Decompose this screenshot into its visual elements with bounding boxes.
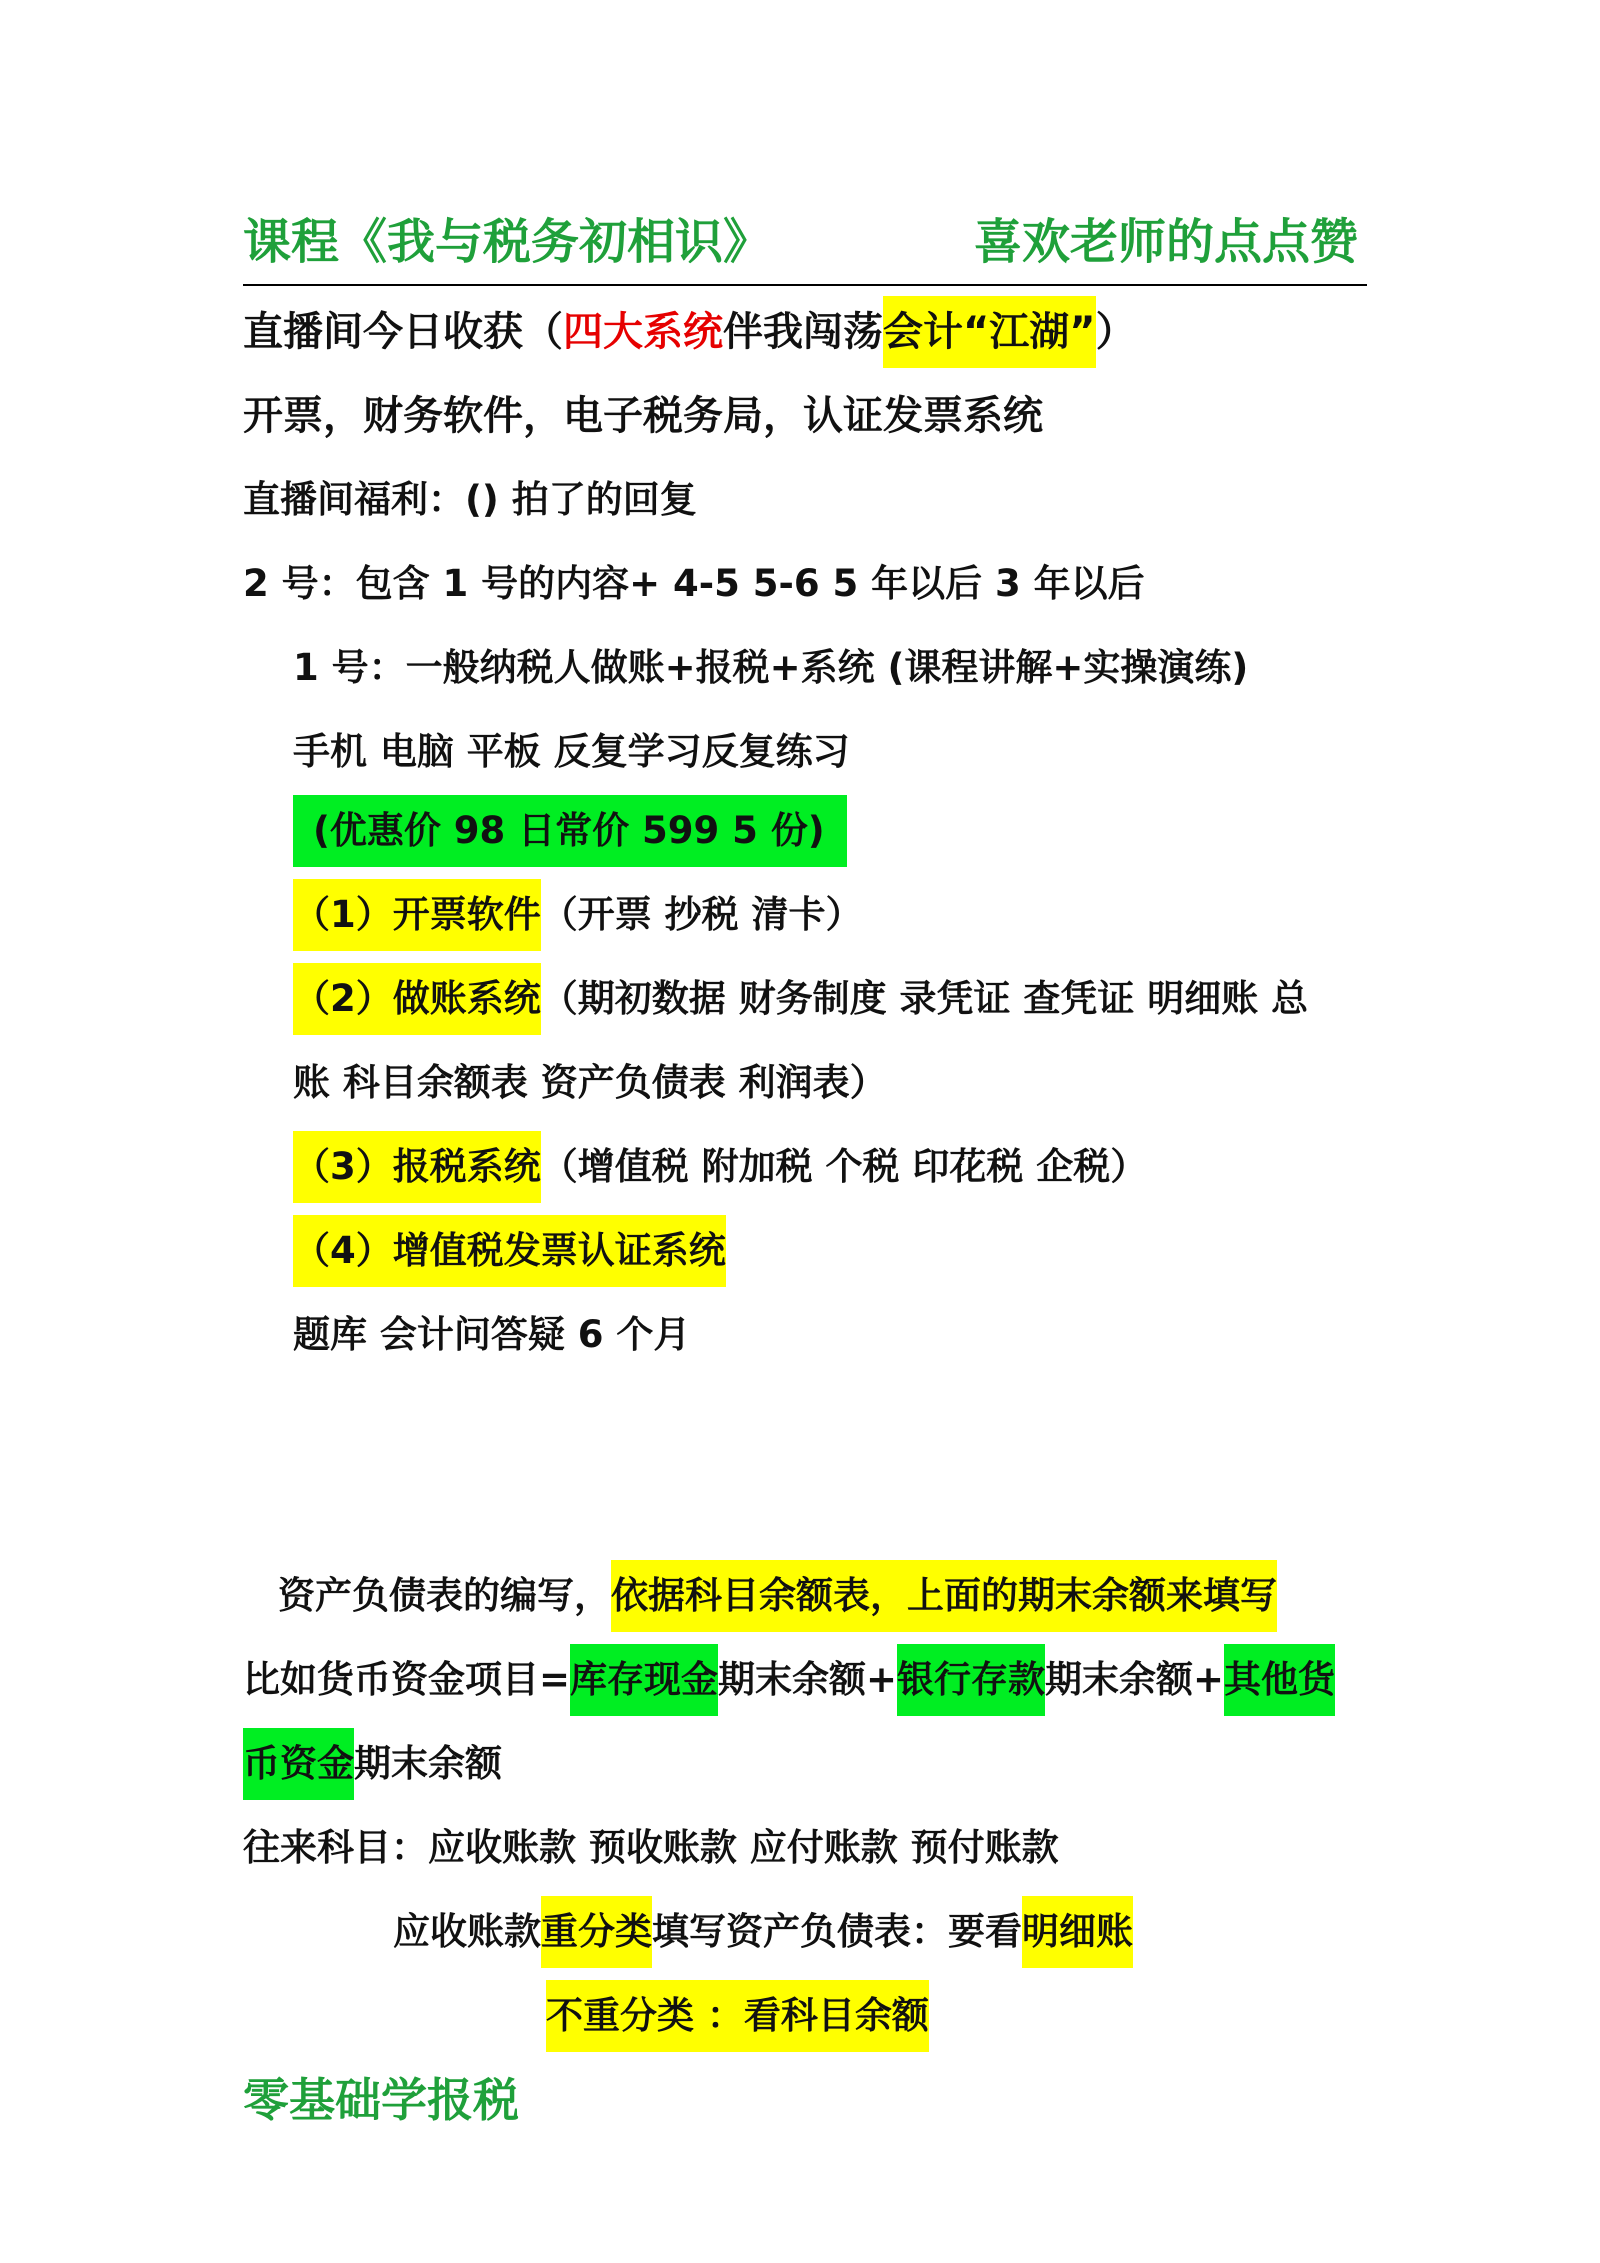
systems-line: 开票，财务软件，电子税务局，认证发票系统 <box>243 393 1043 439</box>
item-1 <box>293 879 863 951</box>
bank-deposit-highlight: 银行存款 <box>897 1644 1045 1716</box>
cash-formula-prefix: 比如货币资金项目= <box>243 1658 571 1701</box>
course-title: 课程《我与税务初相识》 <box>243 214 772 270</box>
cash-formula-continuation <box>243 1728 502 1800</box>
header-divider <box>243 284 1367 286</box>
price-line <box>293 795 847 867</box>
item-4-label: （4）增值税发票认证系统 <box>293 1215 726 1287</box>
harvest-middle: 伴我闯荡 <box>723 309 883 355</box>
header-slogan: 喜欢老师的点点赞 <box>974 214 1359 270</box>
item-3 <box>293 1131 1147 1203</box>
no-reclass-line <box>546 1980 929 2052</box>
harvest-jianghu-highlight: 会计“江湖” <box>883 296 1096 368</box>
cash-on-hand-highlight: 库存现金 <box>570 1644 718 1716</box>
item-2-continuation: 账 科目余额表 资产负债表 利润表） <box>293 1061 887 1104</box>
footer-title: 零基础学报税 <box>243 2073 519 2127</box>
accounts-line: 往来科目：应收账款 预收账款 应付账款 预付账款 <box>243 1826 1059 1869</box>
no-reclass-highlight: 不重分类 ：看科目余额 <box>546 1980 929 2052</box>
no2-line: 2 号：包含 1 号的内容+ 4-5 5-6 5 年以后 3 年以后 <box>243 562 1145 605</box>
detail-ledger-highlight: 明细账 <box>1022 1896 1133 1968</box>
price-highlight: (优惠价 98 日常价 599 5 份) <box>293 795 847 867</box>
item-3-label: （3）报税系统 <box>293 1131 541 1203</box>
harvest-line <box>243 296 1136 368</box>
harvest-prefix: 直播间今日收获（ <box>243 309 563 355</box>
item-1-detail: （开票 抄税 清卡） <box>540 893 863 936</box>
other-monetary-highlight: 其他货 <box>1224 1644 1335 1716</box>
balance-intro-text: 资产负债表的编写， <box>278 1574 611 1617</box>
item-4 <box>293 1215 726 1287</box>
welfare-line: 直播间福利：() 拍了的回复 <box>243 478 697 521</box>
no1-line: 1 号：一般纳税人做账+报税+系统 (课程讲解+实操演练) <box>293 646 1249 689</box>
qa-line: 题库 会计问答疑 6 个月 <box>293 1313 691 1356</box>
other-monetary-highlight-cont: 币资金 <box>243 1728 354 1800</box>
cash-formula-end: 期末余额 <box>354 1742 502 1785</box>
reclass-prefix: 应收账款 <box>393 1910 541 1953</box>
harvest-suffix: ） <box>1095 309 1136 355</box>
reclass-line <box>393 1896 1133 1968</box>
item-1-label: （1）开票软件 <box>293 879 541 951</box>
item-2-label: （2）做账系统 <box>293 963 541 1035</box>
devices-line: 手机 电脑 平板 反复学习反复练习 <box>293 730 850 773</box>
reclass-highlight: 重分类 <box>541 1896 652 1968</box>
cash-formula-part-2: 期末余额+ <box>1045 1658 1225 1701</box>
item-2 <box>293 963 1308 1035</box>
reclass-middle: 填写资产负债表：要看 <box>652 1910 1022 1953</box>
balance-intro <box>278 1560 1277 1632</box>
harvest-four-systems: 四大系统 <box>563 309 723 355</box>
cash-formula-part: 期末余额+ <box>718 1658 898 1701</box>
item-3-detail: （增值税 附加税 个税 印花税 企税） <box>540 1145 1148 1188</box>
item-2-detail: （期初数据 财务制度 录凭证 查凭证 明细账 总 <box>540 977 1309 1020</box>
cash-formula-line <box>243 1644 1335 1716</box>
balance-intro-highlight: 依据科目余额表，上面的期末余额来填写 <box>611 1560 1277 1632</box>
